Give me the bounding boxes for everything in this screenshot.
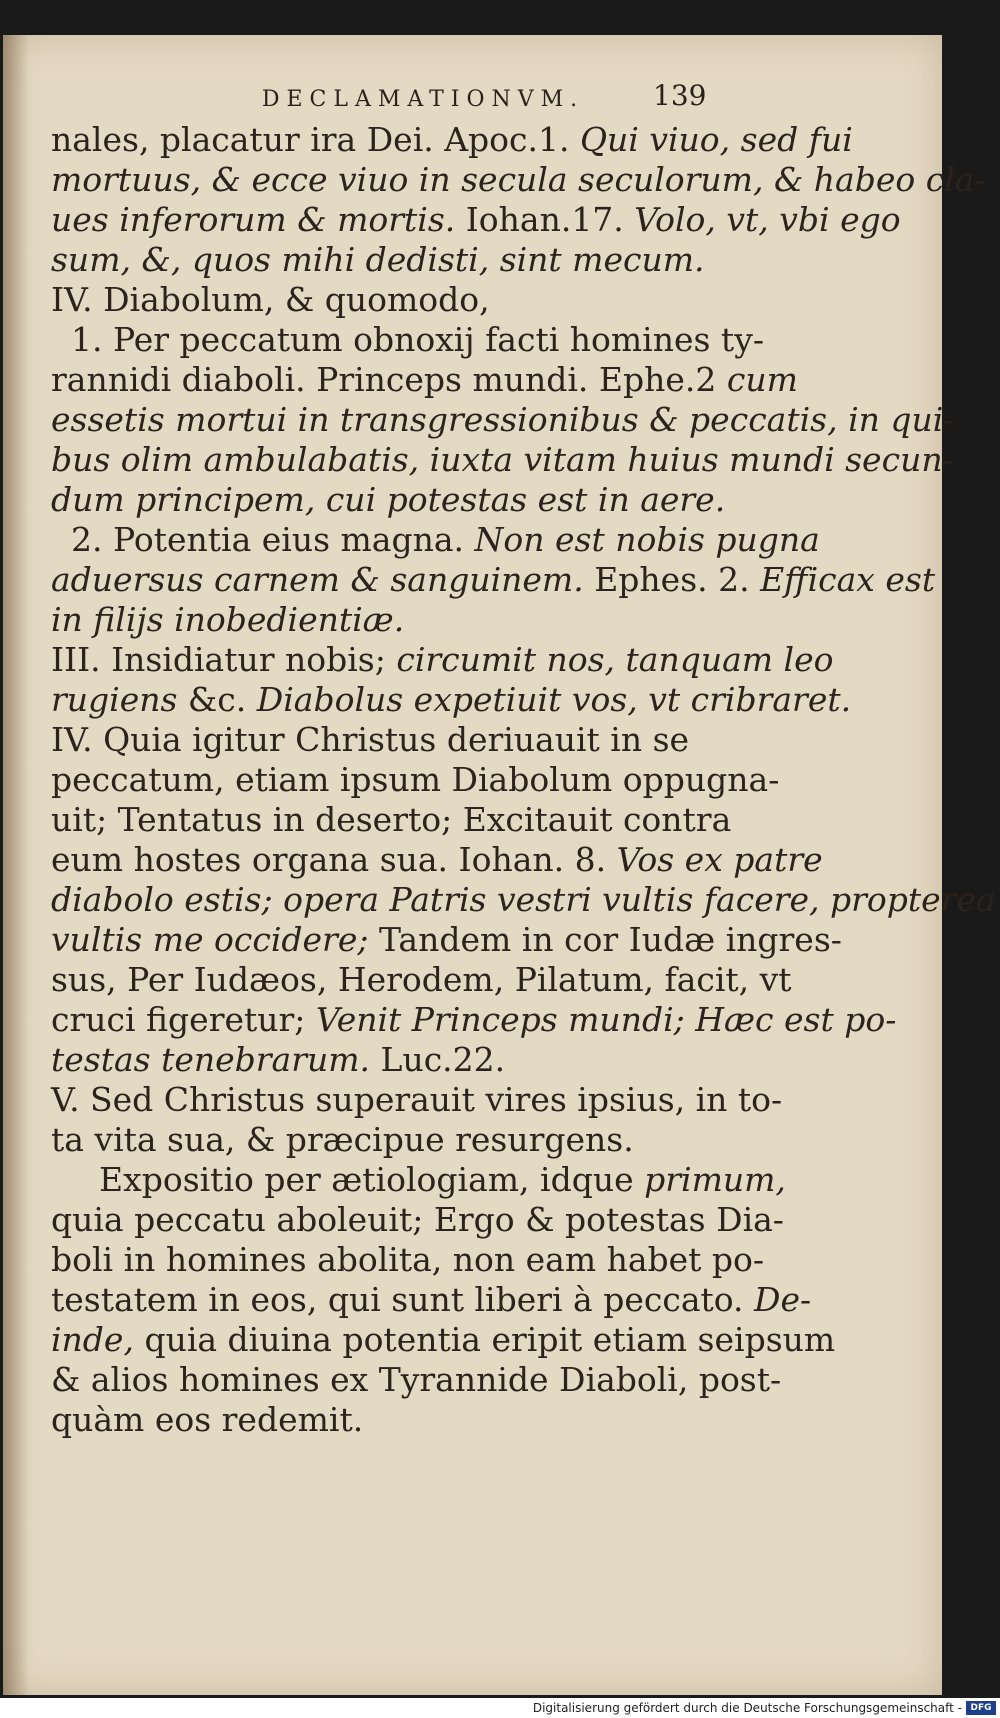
italic-quote-span: mortuus, & ecce viuo in secula seculorum, & habeo cla- (51, 160, 986, 199)
text-line (51, 880, 996, 920)
page-text (51, 120, 996, 1440)
text-line (51, 120, 853, 160)
text-line (51, 360, 798, 400)
text-line (51, 160, 986, 200)
text-line (51, 960, 792, 1000)
text-line (51, 1200, 784, 1240)
text-line (51, 1000, 897, 1040)
text-line (51, 1120, 716, 1160)
text-line (51, 240, 716, 280)
italic-quote-span: bus olim ambulabatis, iuxta vitam huius mundi secun- (51, 440, 954, 479)
footer-bar (0, 1698, 1000, 1718)
text-span: III. Insidiatur nobis; (51, 640, 397, 679)
italic-quote-span: De- (754, 1280, 812, 1319)
text-line (51, 400, 955, 440)
text-span: ta vita sua, & præcipue resurgens. (51, 1120, 634, 1159)
funding-credit: Digitalisierung gefördert durch die Deutsche Forschungsgemeinschaft - (532, 1701, 962, 1715)
text-line (51, 600, 716, 640)
italic-quote-span: Diabolus expetiuit vos, vt cribraret. (256, 680, 852, 719)
text-line (51, 800, 732, 840)
text-line (51, 440, 954, 480)
running-head: DECLAMATIONVM. (261, 87, 585, 112)
italic-quote-span: dum principem, cui potestas est in aere. (51, 480, 726, 519)
text-span: IV. Quia igitur Christus deriuauit in se (51, 720, 690, 759)
text-span: 2. Potentia eius magna. (71, 520, 475, 559)
text-line (51, 640, 834, 680)
text-line (51, 1240, 765, 1280)
text-line (51, 680, 852, 720)
text-line (51, 1160, 786, 1200)
text-span: Iohan.17. (455, 200, 635, 239)
text-line (51, 200, 901, 240)
text-span: &c. (177, 680, 257, 719)
text-span: Tandem in cor Iudæ ingres- (368, 920, 842, 959)
italic-quote-span: diabolo estis; opera Patris vestri vultis facere, propterea (51, 880, 996, 919)
italic-quote-span: Non est nobis pugna (474, 520, 820, 559)
text-line (51, 1080, 783, 1120)
text-span: IV. Diabolum, & quomodo, (51, 280, 490, 319)
italic-quote-span: circumit nos, tanquam leo (396, 640, 834, 679)
italic-quote-span: Volo, vt, vbi ego (634, 200, 901, 239)
text-span: peccatum, etiam ipsum Diabolum oppugna- (51, 760, 780, 799)
italic-quote-span: rugiens (51, 680, 178, 719)
text-span: & alios homines ex Tyrannide Diaboli, post- (51, 1360, 782, 1399)
italic-quote-span: testas tenebrarum. (51, 1040, 371, 1079)
text-line (51, 320, 764, 360)
text-line (51, 560, 936, 600)
text-span: quia diuina potentia eripit etiam seipsum (133, 1320, 836, 1359)
text-span: rannidi diaboli. Princeps mundi. Ephe.2 (51, 360, 727, 399)
text-span: quia peccatu aboleuit; Ergo & potestas Dia- (51, 1200, 784, 1239)
text-line (51, 1360, 782, 1400)
italic-quote-span: in filijs inobedientiæ. (51, 600, 405, 639)
italic-quote-span: primum, (644, 1160, 786, 1199)
text-span: sus, Per Iudæos, Herodem, Pilatum, facit, vt (51, 960, 792, 999)
text-line (51, 1320, 836, 1360)
text-line (51, 520, 820, 560)
gutter-shadow (3, 35, 29, 1695)
italic-quote-span: inde, (51, 1320, 134, 1359)
italic-quote-span: aduersus carnem & sanguinem. (51, 560, 584, 599)
text-line (51, 720, 716, 760)
italic-quote-span: essetis mortui in transgressionibus & peccatis, in qui- (51, 400, 955, 439)
italic-quote-span: ues inferorum & mortis. (51, 200, 456, 239)
text-span: 1. Per peccatum obnoxij facti homines ty- (71, 320, 764, 359)
text-line (51, 840, 823, 880)
text-line (51, 1280, 812, 1320)
italic-quote-span: Qui viuo, sed fui (580, 120, 853, 159)
book-page (3, 35, 996, 1695)
text-span: quàm eos redemit. (51, 1400, 364, 1439)
text-span: V. Sed Christus superauit vires ipsius, in to- (51, 1080, 783, 1119)
italic-quote-span: Efficax est (760, 560, 936, 599)
text-span: testatem in eos, qui sunt liberi à peccato. (51, 1280, 755, 1319)
text-line (51, 760, 780, 800)
italic-quote-span: Venit Princeps mundi; Hæc est po- (315, 1000, 897, 1039)
text-span: boli in homines abolita, non eam habet po- (51, 1240, 765, 1279)
italic-quote-span: vultis me occidere; (51, 920, 369, 959)
text-line (51, 280, 716, 320)
italic-quote-span: cum (726, 360, 798, 399)
text-span: cruci figeretur; (51, 1000, 316, 1039)
text-span: eum hostes organa sua. Iohan. 8. (51, 840, 617, 879)
text-span: Expositio per ætiologiam, idque (99, 1160, 645, 1199)
text-span: Luc.22. (370, 1040, 506, 1079)
italic-quote-span: sum, &, quos mihi dedisti, sint mecum. (51, 240, 705, 279)
text-span: nales, placatur ira Dei. Apoc.1. (51, 120, 580, 159)
italic-quote-span: Vos ex patre (616, 840, 823, 879)
dfg-logo: DFG (966, 1701, 996, 1715)
text-line (51, 480, 726, 520)
text-span: Ephes. 2. (583, 560, 761, 599)
text-line (51, 1400, 716, 1440)
page-number: 139 (653, 79, 707, 112)
text-line (51, 1040, 716, 1080)
text-line (51, 920, 842, 960)
text-span: uit; Tentatus in deserto; Excitauit contra (51, 800, 732, 839)
